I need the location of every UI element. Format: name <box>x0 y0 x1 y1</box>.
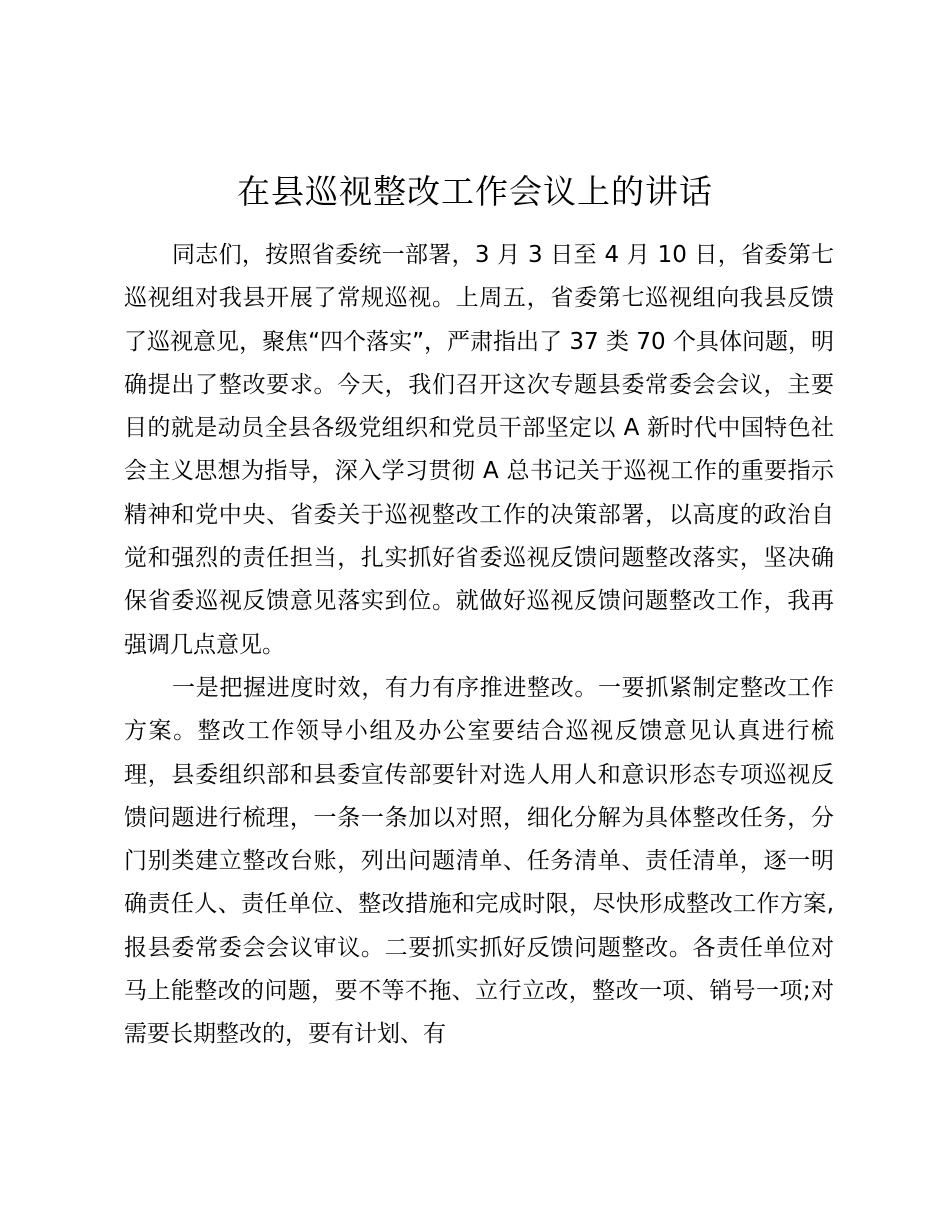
document-title: 在县巡视整改工作会议上的讲话 <box>237 172 713 211</box>
document-body <box>124 234 834 1057</box>
paragraph-point-one: 一是把握进度时效，有力有序推进整改。一要抓紧制定整改工作方案。整改工作领导小组及办公室要结合巡视反馈意见认真进行梳理，县委组织部和县委宣传部要针对选人用人和意识形态专项巡视反馈问题进行梳理，一条一条加以对照，细化分解为具体整改任务，分门别类建立整改台账，列出问题清单、任务清单、责任清单，逐一明确责任人、责任单位、整改措施和完成时限，尽快形成整改工作方案,报县委常委会会议审议。二要抓实抓好反馈问题整改。各责任单位对马上能整改的问题，要不等不拖、立行立改，整改一项、销号一项;对需要长期整改的，要有计划、有 <box>124 674 834 1048</box>
paragraph-intro: 同志们，按照省委统一部署，3 月 3 日至 4 月 10 日，省委第七巡视组对我县开展了常规巡视。上周五，省委第七巡视组向我县反馈了巡视意见，聚焦“四个落实”，严肃指出了 37 类 70 个具体问题，明确提出了整改要求。今天，我们召开这次专题县委常委会会议，主要目的就是动员全县各级党组织和党员干部坚定以 A 新时代中国特色社会主义思想为指导，深入学习贯彻 A 总书记关于巡视工作的重要指示精神和党中央、省委关于巡视整改工作的决策部署，以高度的政治自觉和强烈的责任担当，扎实抓好省委巡视反馈问题整改落实，坚决确保省委巡视反馈意见落实到位。就做好巡视反馈问题整改工作，我再强调几点意见。 <box>124 242 834 658</box>
